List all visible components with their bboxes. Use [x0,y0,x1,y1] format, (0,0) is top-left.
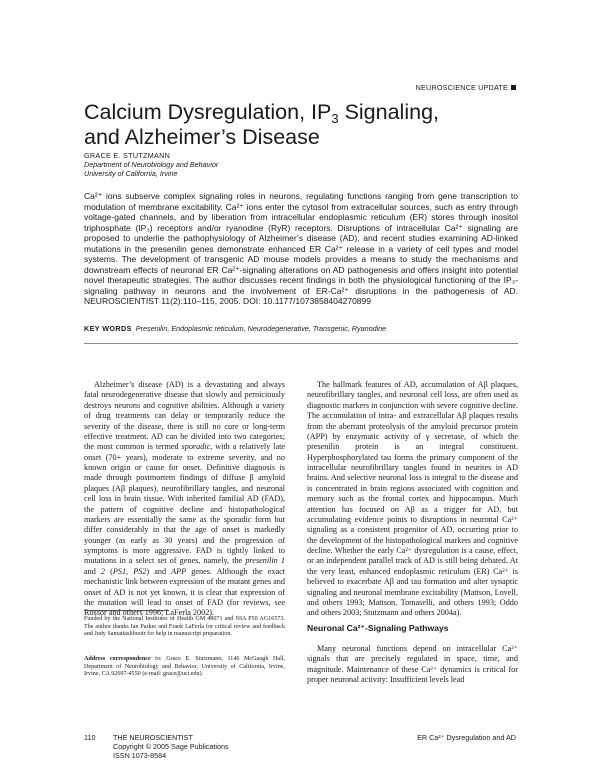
italic-term: PS2 [133,566,147,576]
body-paragraph-right-2: Many neuronal functions depend on intracellular Ca²⁺ signals that are precisely regulated in space, time, and magnitude. Maintenance of these Ca²⁺ dynamics is critical for proper neuronal activity: Insufficient levels lead [307,644,518,685]
correspondence-text: to: Grace E. Stutzmann, 1146 McGaugh Hall, Department of Neurobiology and Behavior, University of California, Irvine, Irvine, CA 92697-4550 (e-mail: gracе@uci.edu). [84,656,285,677]
title-subscript: 3 [331,111,339,126]
issn-line: ISSN 1073-8584 [113,751,167,760]
body-text: , [126,566,134,576]
italic-term: sporadic [181,442,211,452]
correspondence-label: Address correspondence [84,656,151,662]
abstract-divider [84,343,518,344]
page-number: 110 [84,733,96,742]
body-text: ) and [146,566,172,576]
body-column-left [84,380,285,619]
article-title [84,100,524,150]
section-tag-text: NEUROSCIENCE UPDATE [415,83,508,92]
body-text: genes. Although the exact mechanistic link between expression of the mutant genes and onset of AD is not yet known, it is clear that expression of the mutation will lead to onset of FAD (for reviews, see Rossor and others 1996; LaFerla 2002). [84,566,285,618]
body-text: ( [105,566,113,576]
author-name: GRACE E. STUTZMANN [84,151,171,160]
body-text: and [84,566,101,576]
running-head: ER Ca²⁺ Dysregulation and AD [417,733,516,742]
footnote-divider [84,610,169,611]
italic-term: presenilin 1 [245,556,285,566]
keywords [84,324,518,333]
title-part-2: Signaling, [338,100,439,124]
affiliation-department: Department of Neurobiology and Behavior [84,160,219,169]
italic-term: APP [171,566,187,576]
italic-term: 2 [100,566,106,576]
keywords-list: Presenilin, Endoplasmic reticulum, Neurodegenerative, Transgenic, Ryanodine [135,324,387,333]
section-heading: Neuronal Ca²⁺-Signaling Pathways [307,623,449,633]
correspondence-note [84,656,285,679]
italic-term: PS1 [112,566,127,576]
affiliation-university: University of California, Irvine [84,169,178,178]
body-text: , with a relatively late onset (70+ years), moderate to extreme severity, and no known origin or cause for onset. Definitive diagnosis is made through postmortem findings of diffuse β amyloid plaques (Aβ plaques), neurofibrillary tangles, and neuronal cell loss in brain tissue. With inherited familial AD (FAD), the pattern of cognitive decline and histopathological markers are essentially the same as the sporadic form but differ considerably in that the age of onset is markedly younger (as early as 30 years) and the progression of symptoms is more aggressive. FAD is tightly linked to mutations in a select set of genes, namely, the [84,442,285,566]
body-text: Alzheimer’s disease (AD) is a devastating and always fatal neurodegenerative disease that slowly and perniciously destroys neurons and cognitive abilities. Although a variety of drug treatments can delay or temporarily reduce the severity of the disease, there is still no cure or long-term effective treatment. AD can be divided into two categories; the most common is termed [84,380,285,452]
funding-note: Funded by the National Institutes of Health GM 48071 and NIA P50 AG16573. The author thanks Ian Parker and Frank LaFerla for critical review and feedback and Judy Samattaslibootr for help in manuscript preparation. [84,616,285,637]
section-tag [416,83,516,92]
journal-name: THE NEUROSCIENTIST [113,733,193,742]
title-part-1: Calcium Dysregulation, IP [84,100,332,124]
body-paragraph-right-1: The hallmark features of AD, accumulation of Aβ plaques, neurofibrillary tangles, and neuronal cell loss, are often used as diagnostic markers in conjunction with severe cognitive decline. The accumulation of intra- and extracellular Aβ plaques results from the aberrant proteolysis of the amyloid precursor protein (APP) by enzymatic activity of γ secretase, of which the presenilin protein is an integral constituent. Hyperphosphorylated tau forms the primary component of the intracellular neurofibrillary tangles found in neurites in AD brains. And selective neuronal loss is integral to the disease and is concentrated in brain regions associated with cognition and memory such as the frontal cortex and hippocampus. Much attention has focused on Aβ as a trigger for AD, but accumulating evidence points to disruptions in neuronal Ca²⁺ signaling as a consistent progenitor of AD, occurring prior to the development of the histopathological markers and cognitive decline. Whether the early Ca²⁺ dysregulation is a cause, effect, or an independent parallel track of AD is still being debated. At the very least, enhanced endoplasmic reticulum (ER) Ca²⁺ is believed to exacerbate Aβ and tau formation and alter synaptic signaling and neuronal membrane excitability (Mattson, Lovell, and others 1993; Mattson, Tomaselli, and others 1993; Oddo and others 2003; Stutzmann and others 2004a). [307,380,518,618]
section-square-icon [511,85,516,90]
copyright-line: Copyright © 2005 Sage Publications [113,742,229,751]
body-paragraph [84,380,285,619]
abstract: Ca²⁺ ions subserve complex signaling roles in neurons, regulating functions ranging from gene transcription to modulation of membrane excitability. Ca²⁺ ions enter the cytosol from extracellular sources, such as entry through voltage-gated channels, and by liberation from intracellular endoplasmic reticulum (ER) stores through inositol triphosphate (IP₃) receptors and/or ryanodine (RyR) receptors. Disruptions of intracellular Ca²⁺ signaling are proposed to underlie the pathophysiology of Alzheimer’s disease (AD), and recent studies examining AD-linked mutations in the presenilin genes demonstrate enhanced ER Ca²⁺ release in a variety of cell types and model systems. The development of transgenic AD mouse models provides a means to study the mechanisms and downstream effects of neuronal ER Ca²⁺-signaling alterations on AD pathogenesis and offers insight into potential novel therapeutic strategies. The author discusses recent findings in both the physiological functioning of the IP₃-signaling pathway in neurons and the involvement of ER-Ca²⁺ disruptions in the pathogenesis of AD. NEUROSCIENTIST 11(2):110–115, 2005. DOI: 10.1177/1073858404270899 [84,191,518,306]
title-line-2: and Alzheimer’s Disease [84,125,320,149]
keywords-label: KEY WORDS [84,324,132,333]
